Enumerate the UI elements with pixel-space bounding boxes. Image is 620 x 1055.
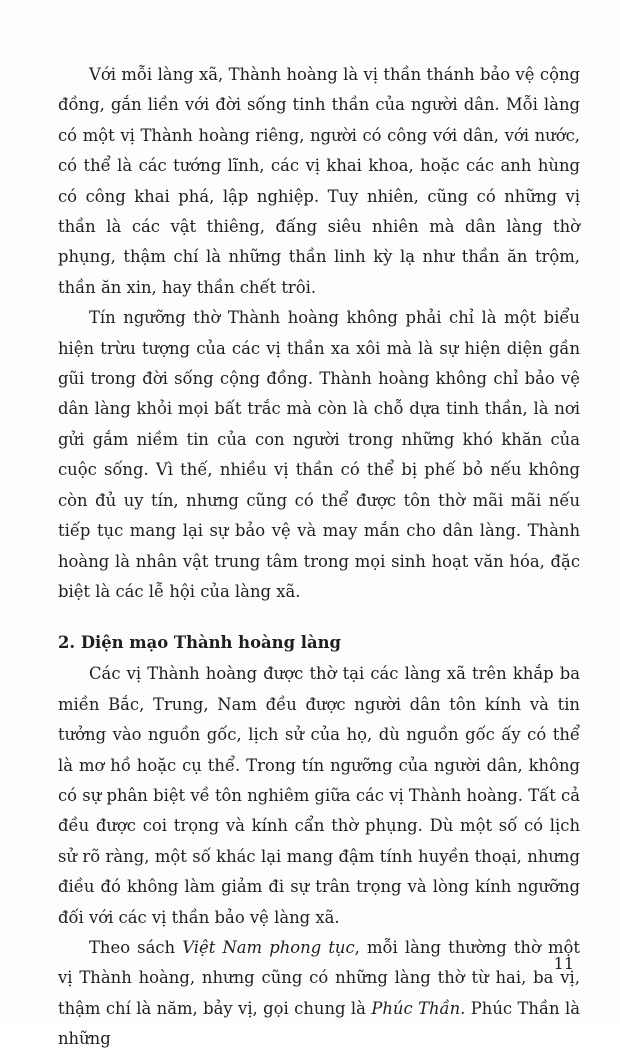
page-number: 11 (553, 954, 574, 973)
paragraph-1: Với mỗi làng xã, Thành hoàng là vị thần thánh bảo vệ cộng đồng, gắn liền với đời sống tinh thần của người dân. Mỗi làng có một vị Thành hoàng riêng, người có công với dân, với nước, có thể là các tướng lĩnh, các vị khai khoa, hoặc các anh hùng có công khai phá, lập nghiệp. Tuy nhiên, cũng có những vị thần là các vật thiêng, đấng siêu nhiên mà dân làng thờ phụng, thậm chí là những thần linh kỳ lạ như thần ăn trộm, thần ăn xin, hay thần chết trôi. (58, 65, 580, 297)
section-heading: 2. Diện mạo Thành hoàng làng (58, 633, 341, 653)
paragraph-4 (58, 933, 580, 1055)
book-title: Việt Nam phong tục (182, 937, 355, 957)
body-text (58, 60, 580, 1055)
paragraph-4-text-1: Theo sách (89, 937, 183, 957)
paragraph-2: Tín ngưỡng thờ Thành hoàng không phải chỉ là một biểu hiện trừu tượng của các vị thần xa xôi mà là sự hiện diện gần gũi trong đời sống cộng đồng. Thành hoàng không chỉ bảo vệ dân làng khỏi mọi bất trắc mà còn là chỗ dựa tinh thần, là nơi gửi gắm niềm tin của con người trong những khó khăn của cuộc sống. Vì thế, nhiều vị thần có thể bị phế bỏ nếu không còn đủ uy tín, nhưng cũng có thể được tôn thờ mãi mãi nếu tiếp tục mang lại sự bảo vệ và may mắn cho dân làng. Thành hoàng là nhân vật trung tâm trong mọi sinh hoạt văn hóa, đặc biệt là các lễ hội của làng xã. (58, 308, 580, 601)
term-phuc-than: Phúc Thần (371, 998, 461, 1018)
paragraph-4-text-2: , mỗi làng thường thờ một vị Thành hoàng, nhưng cũng có những làng thờ từ hai, ba vị, thậm chí là năm, bảy vị, gọi chung là (58, 937, 580, 1018)
paragraph-4-text-3: . Phúc Thần là những (58, 998, 580, 1049)
paragraph-3: Các vị Thành hoàng được thờ tại các làng xã trên khắp ba miền Bắc, Trung, Nam đều được người dân tôn kính và tin tưởng vào nguồn gốc, lịch sử của họ, dù nguồn gốc ấy có thể là mơ hồ hoặc cụ thể. Trong tín ngưỡng của người dân, không có sự phân biệt về tôn nghiêm giữa các vị Thành hoàng. Tất cả đều được coi trọng và kính cẩn thờ phụng. Dù một số có lịch sử rõ ràng, một số khác lại mang đậm tính huyền thoại, nhưng điều đó không làm giảm đi sự trân trọng và lòng kính ngưỡng đối với các vị thần bảo vệ làng xã. (58, 664, 580, 927)
